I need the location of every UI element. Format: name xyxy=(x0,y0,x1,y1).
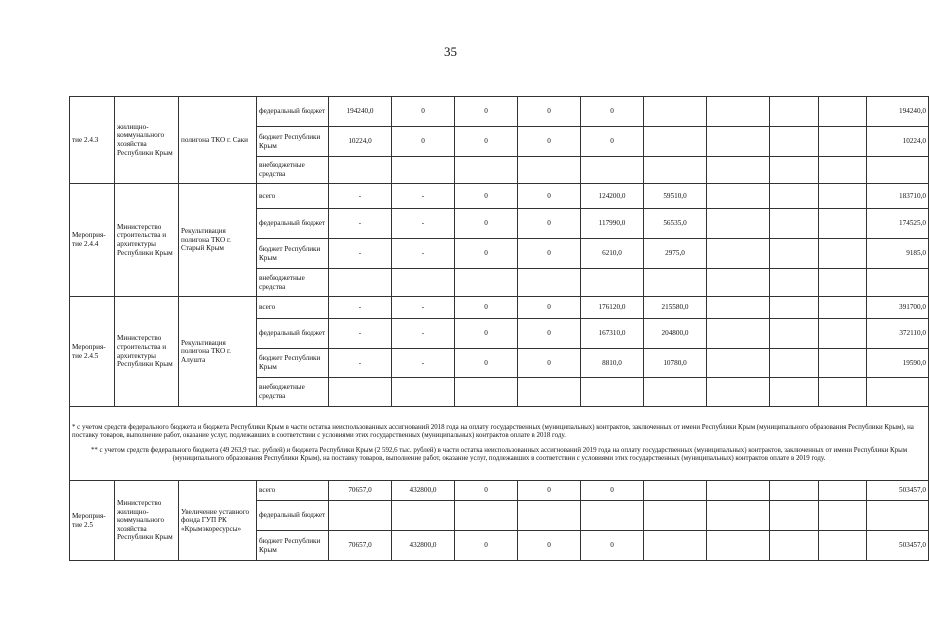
value-cell: 0 xyxy=(581,97,644,127)
responsible-org: жилищно-коммунального хозяйства Республики Крым xyxy=(115,97,179,184)
value-cell: 0 xyxy=(455,209,518,239)
value-cell xyxy=(819,349,867,378)
value-cell: 167310,0 xyxy=(581,319,644,349)
value-cell xyxy=(819,184,867,209)
value-cell xyxy=(819,297,867,319)
value-cell xyxy=(770,378,819,407)
value-cell: 0 xyxy=(392,127,455,157)
value-cell xyxy=(329,378,392,407)
total-cell: 10224,0 xyxy=(867,127,929,157)
value-cell xyxy=(707,481,770,501)
value-cell xyxy=(819,97,867,127)
funding-source: внебюджетные средства xyxy=(257,378,329,407)
value-cell xyxy=(581,501,644,531)
value-cell xyxy=(392,157,455,184)
value-cell xyxy=(819,127,867,157)
total-cell xyxy=(867,157,929,184)
value-cell: 0 xyxy=(518,297,581,319)
funding-source: бюджет Республики Крым xyxy=(257,127,329,157)
value-cell xyxy=(770,481,819,501)
table-row xyxy=(70,481,929,501)
value-cell xyxy=(770,209,819,239)
value-cell xyxy=(644,269,707,297)
value-cell: 194240,0 xyxy=(329,97,392,127)
value-cell: - xyxy=(329,209,392,239)
funding-source: внебюджетные средства xyxy=(257,269,329,297)
value-cell xyxy=(392,501,455,531)
value-cell: 56535,0 xyxy=(644,209,707,239)
value-cell: 2975,0 xyxy=(644,239,707,269)
value-cell xyxy=(644,481,707,501)
value-cell: 0 xyxy=(455,319,518,349)
measure-label: Мероприя-тие 2.4.4 xyxy=(70,184,115,297)
value-cell xyxy=(819,157,867,184)
value-cell xyxy=(455,157,518,184)
value-cell: 59510,0 xyxy=(644,184,707,209)
value-cell xyxy=(329,269,392,297)
value-cell xyxy=(707,501,770,531)
value-cell: 432800,0 xyxy=(392,531,455,561)
total-cell: 19590,0 xyxy=(867,349,929,378)
footnote-1: * с учетом средств федерального бюджета и бюджета Республики Крым в части остатка неиспользованных ассигнований 2018 года на оплату государственных (муниципальных) контрактов, заключенных от имени Республики Крым (муниципального образования Республики Крым), на поставку товаров, выполнение работ, оказание услуг, подлежавших в соответствии с условиями этих государственных (муниципальных) контрактов оплате в 2018 году. xyxy=(72,423,914,440)
funding-source: федеральный бюджет xyxy=(257,209,329,239)
total-cell: 194240,0 xyxy=(867,97,929,127)
value-cell: - xyxy=(329,184,392,209)
value-cell xyxy=(770,297,819,319)
value-cell: 8810,0 xyxy=(581,349,644,378)
value-cell xyxy=(770,97,819,127)
value-cell: 124200,0 xyxy=(581,184,644,209)
value-cell: - xyxy=(329,239,392,269)
value-cell: 10224,0 xyxy=(329,127,392,157)
value-cell xyxy=(707,239,770,269)
value-cell xyxy=(644,97,707,127)
funding-source: федеральный бюджет xyxy=(257,501,329,531)
measure-object: Рекультивация полигона ТКО г. Алушта xyxy=(179,297,257,407)
value-cell xyxy=(581,269,644,297)
budget-table xyxy=(69,96,929,561)
value-cell: 204800,0 xyxy=(644,319,707,349)
value-cell xyxy=(707,209,770,239)
value-cell: 0 xyxy=(518,319,581,349)
value-cell: 0 xyxy=(455,531,518,561)
value-cell xyxy=(518,501,581,531)
responsible-org: Министерство жилищно-коммунального хозяйства Республики Крым xyxy=(115,481,179,561)
table-row xyxy=(70,297,929,319)
value-cell: 0 xyxy=(581,127,644,157)
value-cell: - xyxy=(392,297,455,319)
value-cell: 215580,0 xyxy=(644,297,707,319)
notes-row xyxy=(70,407,929,481)
value-cell xyxy=(770,269,819,297)
responsible-org: Министерство строительства и архитектуры Республики Крым xyxy=(115,184,179,297)
measure-object: Рекультивация полигона ТКО г. Старый Крым xyxy=(179,184,257,297)
value-cell xyxy=(707,297,770,319)
funding-source: бюджет Республики Крым xyxy=(257,239,329,269)
value-cell: 0 xyxy=(455,349,518,378)
value-cell xyxy=(770,239,819,269)
value-cell xyxy=(329,501,392,531)
value-cell xyxy=(819,209,867,239)
value-cell: 0 xyxy=(518,349,581,378)
value-cell: 0 xyxy=(518,184,581,209)
value-cell xyxy=(707,269,770,297)
value-cell: 70657,0 xyxy=(329,531,392,561)
value-cell xyxy=(770,501,819,531)
funding-source: бюджет Республики Крым xyxy=(257,349,329,378)
value-cell xyxy=(518,269,581,297)
value-cell xyxy=(455,501,518,531)
value-cell xyxy=(707,157,770,184)
value-cell: 0 xyxy=(455,127,518,157)
value-cell xyxy=(581,378,644,407)
funding-source: внебюджетные средства xyxy=(257,157,329,184)
funding-source: всего xyxy=(257,481,329,501)
value-cell xyxy=(707,319,770,349)
value-cell: 0 xyxy=(455,481,518,501)
measure-label: Мероприя-тие 2.5 xyxy=(70,481,115,561)
footnotes xyxy=(70,407,929,481)
value-cell: 0 xyxy=(518,127,581,157)
value-cell: 0 xyxy=(518,481,581,501)
responsible-org: Министерство строительства и архитектуры Республики Крым xyxy=(115,297,179,407)
value-cell: - xyxy=(329,319,392,349)
value-cell: 70657,0 xyxy=(329,481,392,501)
total-cell: 391700,0 xyxy=(867,297,929,319)
value-cell xyxy=(819,501,867,531)
value-cell xyxy=(819,239,867,269)
total-cell: 183710,0 xyxy=(867,184,929,209)
value-cell xyxy=(770,127,819,157)
value-cell: 432800,0 xyxy=(392,481,455,501)
value-cell: 0 xyxy=(455,184,518,209)
value-cell: - xyxy=(392,209,455,239)
total-cell xyxy=(867,501,929,531)
value-cell: 10780,0 xyxy=(644,349,707,378)
table-row xyxy=(70,184,929,209)
value-cell xyxy=(819,531,867,561)
value-cell xyxy=(518,378,581,407)
value-cell: 0 xyxy=(518,97,581,127)
value-cell xyxy=(819,481,867,501)
value-cell xyxy=(392,269,455,297)
value-cell xyxy=(644,378,707,407)
value-cell xyxy=(707,531,770,561)
value-cell xyxy=(707,378,770,407)
value-cell: 0 xyxy=(581,481,644,501)
total-cell: 372110,0 xyxy=(867,319,929,349)
value-cell xyxy=(770,349,819,378)
value-cell xyxy=(455,378,518,407)
value-cell: - xyxy=(329,349,392,378)
value-cell: 0 xyxy=(455,239,518,269)
total-cell: 9185,0 xyxy=(867,239,929,269)
value-cell: 0 xyxy=(518,209,581,239)
funding-source: всего xyxy=(257,297,329,319)
value-cell xyxy=(819,378,867,407)
value-cell xyxy=(819,269,867,297)
value-cell xyxy=(770,319,819,349)
value-cell: - xyxy=(392,184,455,209)
measure-object: Увеличение уставного фонда ГУП РК «Крымэкоресурсы» xyxy=(179,481,257,561)
value-cell xyxy=(819,319,867,349)
page-number: 35 xyxy=(444,44,457,59)
measure-object: полигона ТКО г. Саки xyxy=(179,97,257,184)
value-cell: - xyxy=(392,239,455,269)
value-cell xyxy=(707,349,770,378)
funding-source: всего xyxy=(257,184,329,209)
value-cell: - xyxy=(392,349,455,378)
funding-source: федеральный бюджет xyxy=(257,97,329,127)
value-cell xyxy=(455,269,518,297)
total-cell xyxy=(867,269,929,297)
total-cell xyxy=(867,378,929,407)
value-cell xyxy=(644,157,707,184)
value-cell xyxy=(329,157,392,184)
measure-label: тие 2.4.3 xyxy=(70,97,115,184)
value-cell: 6210,0 xyxy=(581,239,644,269)
value-cell xyxy=(707,97,770,127)
footnote-2: ** с учетом средств федерального бюджета (49 263,9 тыс. рублей) и бюджета Республики Крым (2 592,6 тыс. рублей) в части остатка неиспользованных ассигнований 2019 года на оплату государственных (муниципальных) контрактов, заключенных от имени Республики Крым (муниципального образования Республики Крым), на поставку товаров, выполнение работ, оказание услуг, подлежавших в соответствии с условиями этих государственных (муниципальных) контрактов оплате в 2019 году. xyxy=(90,446,908,462)
value-cell xyxy=(644,501,707,531)
value-cell: 0 xyxy=(392,97,455,127)
value-cell: 0 xyxy=(581,531,644,561)
value-cell: 0 xyxy=(518,239,581,269)
total-cell: 174525,0 xyxy=(867,209,929,239)
value-cell xyxy=(770,531,819,561)
value-cell: 117990,0 xyxy=(581,209,644,239)
value-cell xyxy=(581,157,644,184)
value-cell: 0 xyxy=(455,297,518,319)
measure-label: Мероприя-тие 2.4.5 xyxy=(70,297,115,407)
value-cell xyxy=(707,127,770,157)
value-cell: - xyxy=(392,319,455,349)
total-cell: 503457,0 xyxy=(867,531,929,561)
value-cell xyxy=(644,127,707,157)
value-cell xyxy=(770,184,819,209)
value-cell xyxy=(392,378,455,407)
value-cell: 0 xyxy=(455,97,518,127)
funding-source: федеральный бюджет xyxy=(257,319,329,349)
value-cell: 0 xyxy=(518,531,581,561)
value-cell: - xyxy=(329,297,392,319)
value-cell: 176120,0 xyxy=(581,297,644,319)
value-cell xyxy=(644,531,707,561)
table-row xyxy=(70,97,929,127)
value-cell xyxy=(707,184,770,209)
value-cell xyxy=(770,157,819,184)
total-cell: 503457,0 xyxy=(867,481,929,501)
funding-source: бюджет Республики Крым xyxy=(257,531,329,561)
value-cell xyxy=(518,157,581,184)
